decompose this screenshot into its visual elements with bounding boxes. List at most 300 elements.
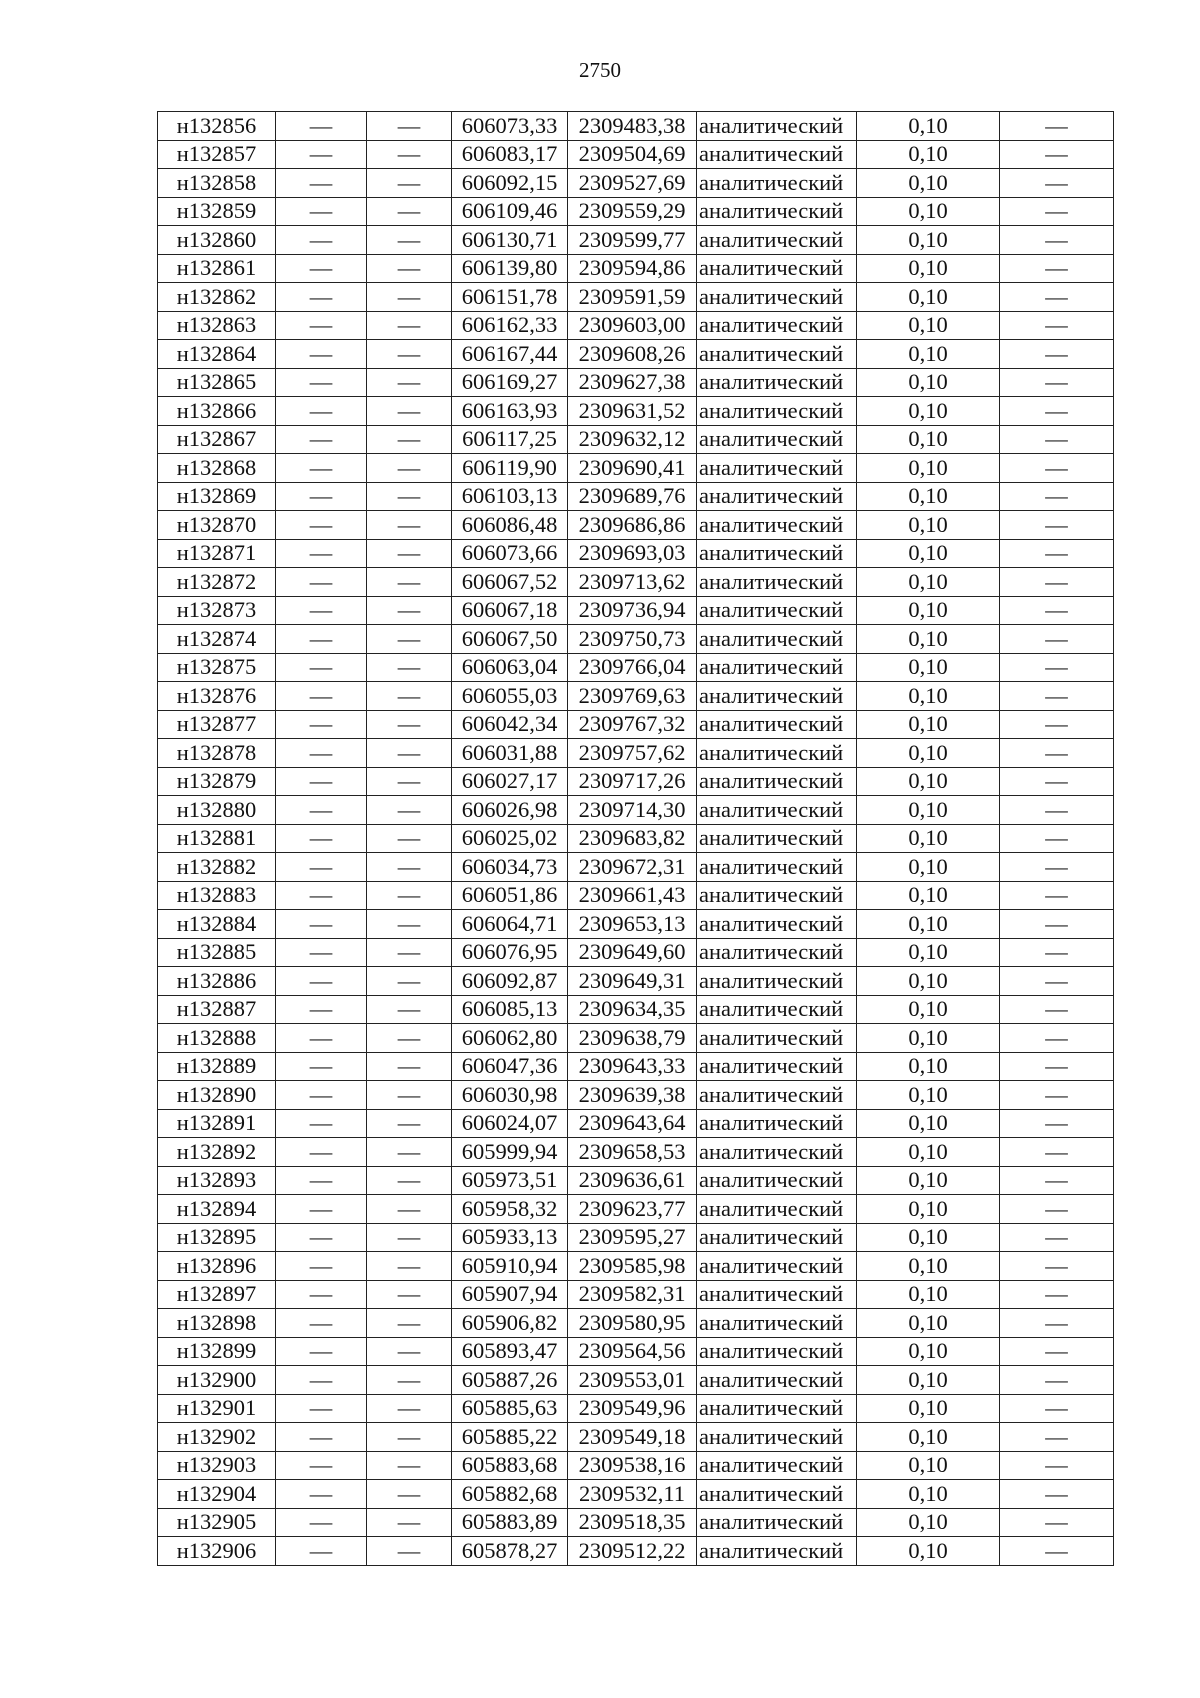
empty-cell: — [276,1337,367,1366]
y-coordinate-cell: 2309591,59 [568,283,697,312]
empty-cell: — [367,767,452,796]
empty-cell: — [1000,710,1114,739]
accuracy-cell: 0,10 [857,1138,1000,1167]
empty-cell: — [276,881,367,910]
accuracy-cell: 0,10 [857,1024,1000,1053]
table-row [158,140,1114,169]
empty-cell: — [367,340,452,369]
method-cell: аналитический [697,710,857,739]
x-coordinate-cell: 606117,25 [452,425,568,454]
point-id-cell: н132888 [158,1024,276,1053]
empty-cell: — [276,1309,367,1338]
method-cell: аналитический [697,112,857,141]
empty-cell: — [1000,482,1114,511]
method-cell: аналитический [697,1337,857,1366]
empty-cell: — [1000,140,1114,169]
point-id-cell: н132858 [158,169,276,198]
table-row [158,1366,1114,1395]
x-coordinate-cell: 605893,47 [452,1337,568,1366]
y-coordinate-cell: 2309553,01 [568,1366,697,1395]
empty-cell: — [367,938,452,967]
accuracy-cell: 0,10 [857,1537,1000,1566]
empty-cell: — [367,1508,452,1537]
method-cell: аналитический [697,226,857,255]
empty-cell: — [367,368,452,397]
accuracy-cell: 0,10 [857,910,1000,939]
table-row [158,995,1114,1024]
empty-cell: — [1000,1052,1114,1081]
accuracy-cell: 0,10 [857,112,1000,141]
table-row [158,682,1114,711]
accuracy-cell: 0,10 [857,1480,1000,1509]
point-id-cell: н132862 [158,283,276,312]
table-row [158,226,1114,255]
empty-cell: — [276,1223,367,1252]
y-coordinate-cell: 2309549,18 [568,1423,697,1452]
empty-cell: — [1000,226,1114,255]
y-coordinate-cell: 2309649,31 [568,967,697,996]
point-id-cell: н132882 [158,853,276,882]
empty-cell: — [367,283,452,312]
empty-cell: — [367,596,452,625]
y-coordinate-cell: 2309538,16 [568,1451,697,1480]
empty-cell: — [1000,824,1114,853]
method-cell: аналитический [697,1309,857,1338]
empty-cell: — [1000,1423,1114,1452]
empty-cell: — [1000,1451,1114,1480]
empty-cell: — [276,967,367,996]
method-cell: аналитический [697,140,857,169]
empty-cell: — [367,1480,452,1509]
method-cell: аналитический [697,511,857,540]
method-cell: аналитический [697,1081,857,1110]
method-cell: аналитический [697,1280,857,1309]
empty-cell: — [367,710,452,739]
accuracy-cell: 0,10 [857,653,1000,682]
empty-cell: — [276,1109,367,1138]
y-coordinate-cell: 2309532,11 [568,1480,697,1509]
empty-cell: — [1000,853,1114,882]
point-id-cell: н132905 [158,1508,276,1537]
method-cell: аналитический [697,1394,857,1423]
y-coordinate-cell: 2309672,31 [568,853,697,882]
empty-cell: — [1000,1508,1114,1537]
accuracy-cell: 0,10 [857,1451,1000,1480]
empty-cell: — [276,853,367,882]
empty-cell: — [1000,1309,1114,1338]
empty-cell: — [276,1138,367,1167]
table-row [158,1138,1114,1167]
table-row [158,1109,1114,1138]
accuracy-cell: 0,10 [857,568,1000,597]
table-row [158,511,1114,540]
method-cell: аналитический [697,653,857,682]
accuracy-cell: 0,10 [857,938,1000,967]
method-cell: аналитический [697,682,857,711]
method-cell: аналитический [697,539,857,568]
point-id-cell: н132856 [158,112,276,141]
empty-cell: — [276,1394,367,1423]
empty-cell: — [276,226,367,255]
y-coordinate-cell: 2309603,00 [568,311,697,340]
method-cell: аналитический [697,454,857,483]
x-coordinate-cell: 605933,13 [452,1223,568,1252]
empty-cell: — [276,397,367,426]
empty-cell: — [367,140,452,169]
x-coordinate-cell: 606067,50 [452,625,568,654]
point-id-cell: н132898 [158,1309,276,1338]
empty-cell: — [276,1423,367,1452]
y-coordinate-cell: 2309690,41 [568,454,697,483]
accuracy-cell: 0,10 [857,1166,1000,1195]
accuracy-cell: 0,10 [857,397,1000,426]
point-id-cell: н132884 [158,910,276,939]
accuracy-cell: 0,10 [857,1394,1000,1423]
x-coordinate-cell: 605907,94 [452,1280,568,1309]
empty-cell: — [1000,967,1114,996]
point-id-cell: н132893 [158,1166,276,1195]
point-id-cell: н132902 [158,1423,276,1452]
accuracy-cell: 0,10 [857,853,1000,882]
x-coordinate-cell: 606076,95 [452,938,568,967]
empty-cell: — [1000,796,1114,825]
table-row [158,1223,1114,1252]
table-row [158,710,1114,739]
empty-cell: — [1000,653,1114,682]
empty-cell: — [1000,938,1114,967]
empty-cell: — [367,824,452,853]
empty-cell: — [367,653,452,682]
empty-cell: — [367,1280,452,1309]
empty-cell: — [1000,283,1114,312]
point-id-cell: н132906 [158,1537,276,1566]
x-coordinate-cell: 606027,17 [452,767,568,796]
empty-cell: — [1000,1223,1114,1252]
method-cell: аналитический [697,853,857,882]
accuracy-cell: 0,10 [857,1508,1000,1537]
x-coordinate-cell: 606042,34 [452,710,568,739]
y-coordinate-cell: 2309714,30 [568,796,697,825]
x-coordinate-cell: 606092,87 [452,967,568,996]
table-row [158,1508,1114,1537]
y-coordinate-cell: 2309634,35 [568,995,697,1024]
method-cell: аналитический [697,397,857,426]
point-id-cell: н132864 [158,340,276,369]
empty-cell: — [367,682,452,711]
accuracy-cell: 0,10 [857,995,1000,1024]
method-cell: аналитический [697,1366,857,1395]
method-cell: аналитический [697,1451,857,1480]
empty-cell: — [1000,368,1114,397]
table-row [158,454,1114,483]
empty-cell: — [276,1166,367,1195]
y-coordinate-cell: 2309750,73 [568,625,697,654]
empty-cell: — [1000,1537,1114,1566]
y-coordinate-cell: 2309623,77 [568,1195,697,1224]
table-row [158,397,1114,426]
method-cell: аналитический [697,796,857,825]
accuracy-cell: 0,10 [857,1252,1000,1281]
y-coordinate-cell: 2309638,79 [568,1024,697,1053]
empty-cell: — [276,1195,367,1224]
table-row [158,596,1114,625]
x-coordinate-cell: 606119,90 [452,454,568,483]
table-row [158,368,1114,397]
empty-cell: — [367,1223,452,1252]
empty-cell: — [367,910,452,939]
accuracy-cell: 0,10 [857,539,1000,568]
y-coordinate-cell: 2309512,22 [568,1537,697,1566]
point-id-cell: н132883 [158,881,276,910]
y-coordinate-cell: 2309649,60 [568,938,697,967]
y-coordinate-cell: 2309527,69 [568,169,697,198]
table-row [158,1195,1114,1224]
empty-cell: — [367,226,452,255]
empty-cell: — [1000,568,1114,597]
table-row [158,853,1114,882]
table-row [158,653,1114,682]
empty-cell: — [367,197,452,226]
table-row [158,1166,1114,1195]
y-coordinate-cell: 2309483,38 [568,112,697,141]
method-cell: аналитический [697,1052,857,1081]
empty-cell: — [1000,596,1114,625]
x-coordinate-cell: 605882,68 [452,1480,568,1509]
accuracy-cell: 0,10 [857,1280,1000,1309]
table-row [158,568,1114,597]
y-coordinate-cell: 2309757,62 [568,739,697,768]
empty-cell: — [367,482,452,511]
accuracy-cell: 0,10 [857,425,1000,454]
x-coordinate-cell: 606085,13 [452,995,568,1024]
x-coordinate-cell: 606092,15 [452,169,568,198]
point-id-cell: н132876 [158,682,276,711]
accuracy-cell: 0,10 [857,368,1000,397]
empty-cell: — [367,1109,452,1138]
x-coordinate-cell: 606067,18 [452,596,568,625]
point-id-cell: н132868 [158,454,276,483]
empty-cell: — [276,596,367,625]
empty-cell: — [276,625,367,654]
table-row [158,625,1114,654]
method-cell: аналитический [697,368,857,397]
table-row [158,283,1114,312]
accuracy-cell: 0,10 [857,511,1000,540]
empty-cell: — [367,112,452,141]
table-row [158,739,1114,768]
empty-cell: — [367,254,452,283]
y-coordinate-cell: 2309594,86 [568,254,697,283]
empty-cell: — [1000,995,1114,1024]
method-cell: аналитический [697,881,857,910]
point-id-cell: н132878 [158,739,276,768]
empty-cell: — [367,881,452,910]
method-cell: аналитический [697,340,857,369]
empty-cell: — [1000,311,1114,340]
empty-cell: — [276,1252,367,1281]
empty-cell: — [1000,1166,1114,1195]
table-row [158,482,1114,511]
table-row [158,938,1114,967]
x-coordinate-cell: 605883,89 [452,1508,568,1537]
y-coordinate-cell: 2309658,53 [568,1138,697,1167]
empty-cell: — [367,1252,452,1281]
x-coordinate-cell: 605883,68 [452,1451,568,1480]
empty-cell: — [1000,340,1114,369]
y-coordinate-cell: 2309661,43 [568,881,697,910]
empty-cell: — [1000,425,1114,454]
table-row [158,1309,1114,1338]
y-coordinate-cell: 2309559,29 [568,197,697,226]
empty-cell: — [1000,1081,1114,1110]
table-row [158,1451,1114,1480]
x-coordinate-cell: 605887,26 [452,1366,568,1395]
y-coordinate-cell: 2309643,33 [568,1052,697,1081]
y-coordinate-cell: 2309627,38 [568,368,697,397]
accuracy-cell: 0,10 [857,340,1000,369]
x-coordinate-cell: 606073,33 [452,112,568,141]
y-coordinate-cell: 2309580,95 [568,1309,697,1338]
accuracy-cell: 0,10 [857,796,1000,825]
point-id-cell: н132890 [158,1081,276,1110]
empty-cell: — [276,824,367,853]
point-id-cell: н132869 [158,482,276,511]
x-coordinate-cell: 606169,27 [452,368,568,397]
table-row [158,1252,1114,1281]
table-row [158,254,1114,283]
y-coordinate-cell: 2309504,69 [568,140,697,169]
empty-cell: — [276,482,367,511]
empty-cell: — [276,425,367,454]
accuracy-cell: 0,10 [857,967,1000,996]
empty-cell: — [276,254,367,283]
point-id-cell: н132867 [158,425,276,454]
empty-cell: — [1000,881,1114,910]
point-id-cell: н132901 [158,1394,276,1423]
empty-cell: — [276,1480,367,1509]
empty-cell: — [276,1280,367,1309]
accuracy-cell: 0,10 [857,710,1000,739]
empty-cell: — [367,1394,452,1423]
y-coordinate-cell: 2309689,76 [568,482,697,511]
accuracy-cell: 0,10 [857,482,1000,511]
point-id-cell: н132897 [158,1280,276,1309]
point-id-cell: н132900 [158,1366,276,1395]
empty-cell: — [367,1423,452,1452]
empty-cell: — [367,1138,452,1167]
x-coordinate-cell: 606083,17 [452,140,568,169]
y-coordinate-cell: 2309585,98 [568,1252,697,1281]
x-coordinate-cell: 605885,22 [452,1423,568,1452]
empty-cell: — [276,739,367,768]
accuracy-cell: 0,10 [857,254,1000,283]
method-cell: аналитический [697,254,857,283]
x-coordinate-cell: 606025,02 [452,824,568,853]
empty-cell: — [1000,1337,1114,1366]
y-coordinate-cell: 2309639,38 [568,1081,697,1110]
table-row [158,425,1114,454]
x-coordinate-cell: 605999,94 [452,1138,568,1167]
table-row [158,112,1114,141]
accuracy-cell: 0,10 [857,1081,1000,1110]
method-cell: аналитический [697,1537,857,1566]
table-row [158,197,1114,226]
method-cell: аналитический [697,425,857,454]
accuracy-cell: 0,10 [857,1309,1000,1338]
x-coordinate-cell: 605973,51 [452,1166,568,1195]
method-cell: аналитический [697,1423,857,1452]
point-id-cell: н132879 [158,767,276,796]
x-coordinate-cell: 606086,48 [452,511,568,540]
x-coordinate-cell: 606073,66 [452,539,568,568]
empty-cell: — [367,311,452,340]
x-coordinate-cell: 605910,94 [452,1252,568,1281]
empty-cell: — [276,682,367,711]
empty-cell: — [367,739,452,768]
empty-cell: — [1000,1480,1114,1509]
empty-cell: — [276,653,367,682]
method-cell: аналитический [697,568,857,597]
method-cell: аналитический [697,1252,857,1281]
empty-cell: — [1000,682,1114,711]
y-coordinate-cell: 2309686,86 [568,511,697,540]
table-row [158,796,1114,825]
table-row [158,539,1114,568]
table-row [158,967,1114,996]
method-cell: аналитический [697,625,857,654]
empty-cell: — [276,938,367,967]
method-cell: аналитический [697,767,857,796]
empty-cell: — [276,710,367,739]
empty-cell: — [367,539,452,568]
x-coordinate-cell: 606067,52 [452,568,568,597]
y-coordinate-cell: 2309608,26 [568,340,697,369]
empty-cell: — [1000,254,1114,283]
empty-cell: — [367,169,452,198]
empty-cell: — [367,425,452,454]
table-row [158,340,1114,369]
x-coordinate-cell: 605878,27 [452,1537,568,1566]
x-coordinate-cell: 606103,13 [452,482,568,511]
table-row [158,767,1114,796]
method-cell: аналитический [697,824,857,853]
x-coordinate-cell: 606047,36 [452,1052,568,1081]
accuracy-cell: 0,10 [857,169,1000,198]
accuracy-cell: 0,10 [857,226,1000,255]
table-row [158,824,1114,853]
method-cell: аналитический [697,197,857,226]
y-coordinate-cell: 2309599,77 [568,226,697,255]
empty-cell: — [367,1024,452,1053]
empty-cell: — [367,1537,452,1566]
x-coordinate-cell: 606109,46 [452,197,568,226]
point-id-cell: н132871 [158,539,276,568]
coordinates-table [157,111,1114,1566]
empty-cell: — [367,853,452,882]
empty-cell: — [1000,1109,1114,1138]
accuracy-cell: 0,10 [857,1337,1000,1366]
empty-cell: — [367,796,452,825]
point-id-cell: н132880 [158,796,276,825]
accuracy-cell: 0,10 [857,1109,1000,1138]
accuracy-cell: 0,10 [857,454,1000,483]
y-coordinate-cell: 2309713,62 [568,568,697,597]
accuracy-cell: 0,10 [857,1195,1000,1224]
x-coordinate-cell: 606139,80 [452,254,568,283]
empty-cell: — [1000,1138,1114,1167]
accuracy-cell: 0,10 [857,197,1000,226]
empty-cell: — [276,767,367,796]
